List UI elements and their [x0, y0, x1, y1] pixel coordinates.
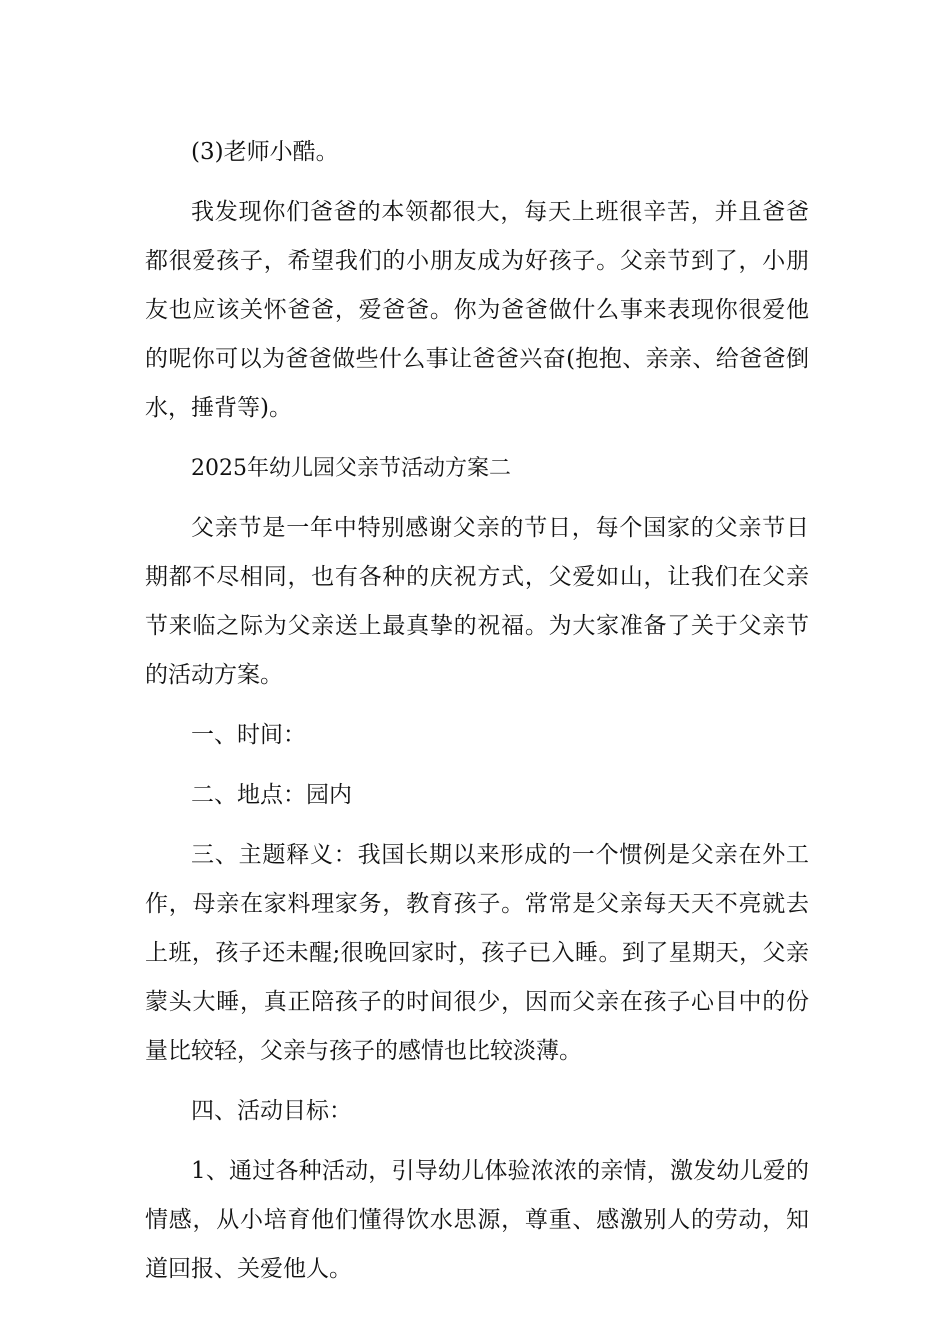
section-title-plan-two: 2025年幼儿园父亲节活动方案二	[191, 456, 511, 481]
paragraph-goals-heading: 四、活动目标：	[191, 1098, 352, 1124]
document-body	[145, 128, 809, 1305]
paragraph-dad-love: 我发现你们爸爸的本领都很大，每天上班很辛苦，并且爸爸都很爱孩子，希望我们的小朋友成为好孩子。父亲节到了，小朋友也应该关怀爸爸，爱爸爸。你为爸爸做什么事来表现你很爱他的呢你可以为爸爸做些什么事让爸爸兴奋(抱抱、亲亲、给爸爸倒水，捶背等)。	[145, 199, 809, 421]
paragraph-teacher-summary: (3)老师小酷。	[191, 139, 339, 165]
paragraph-goal-one: 1、通过各种活动，引导幼儿体验浓浓的亲情，激发幼儿爱的情感，从小培育他们懂得饮水思源，尊重、感激别人的劳动，知道回报、关爱他人。	[145, 1158, 809, 1282]
paragraph-theme-meaning: 三、主题释义：我国长期以来形成的一个惯例是父亲在外工作，母亲在家料理家务，教育孩子。常常是父亲每天天不亮就去上班，孩子还未醒;很晚回家时，孩子已入睡。到了星期天，父亲蒙头大睡，真正陪孩子的时间很少，因而父亲在孩子心目中的份量比较轻，父亲与孩子的感情也比较淡薄。	[145, 842, 809, 1064]
paragraph-location: 二、地点：园内	[191, 782, 352, 808]
paragraph-fathers-day-intro: 父亲节是一年中特别感谢父亲的节日，每个国家的父亲节日期都不尽相同，也有各种的庆祝方式，父爱如山，让我们在父亲节来临之际为父亲送上最真挚的祝福。为大家准备了关于父亲节的活动方案。	[145, 515, 809, 688]
paragraph-time: 一、时间：	[191, 722, 306, 748]
